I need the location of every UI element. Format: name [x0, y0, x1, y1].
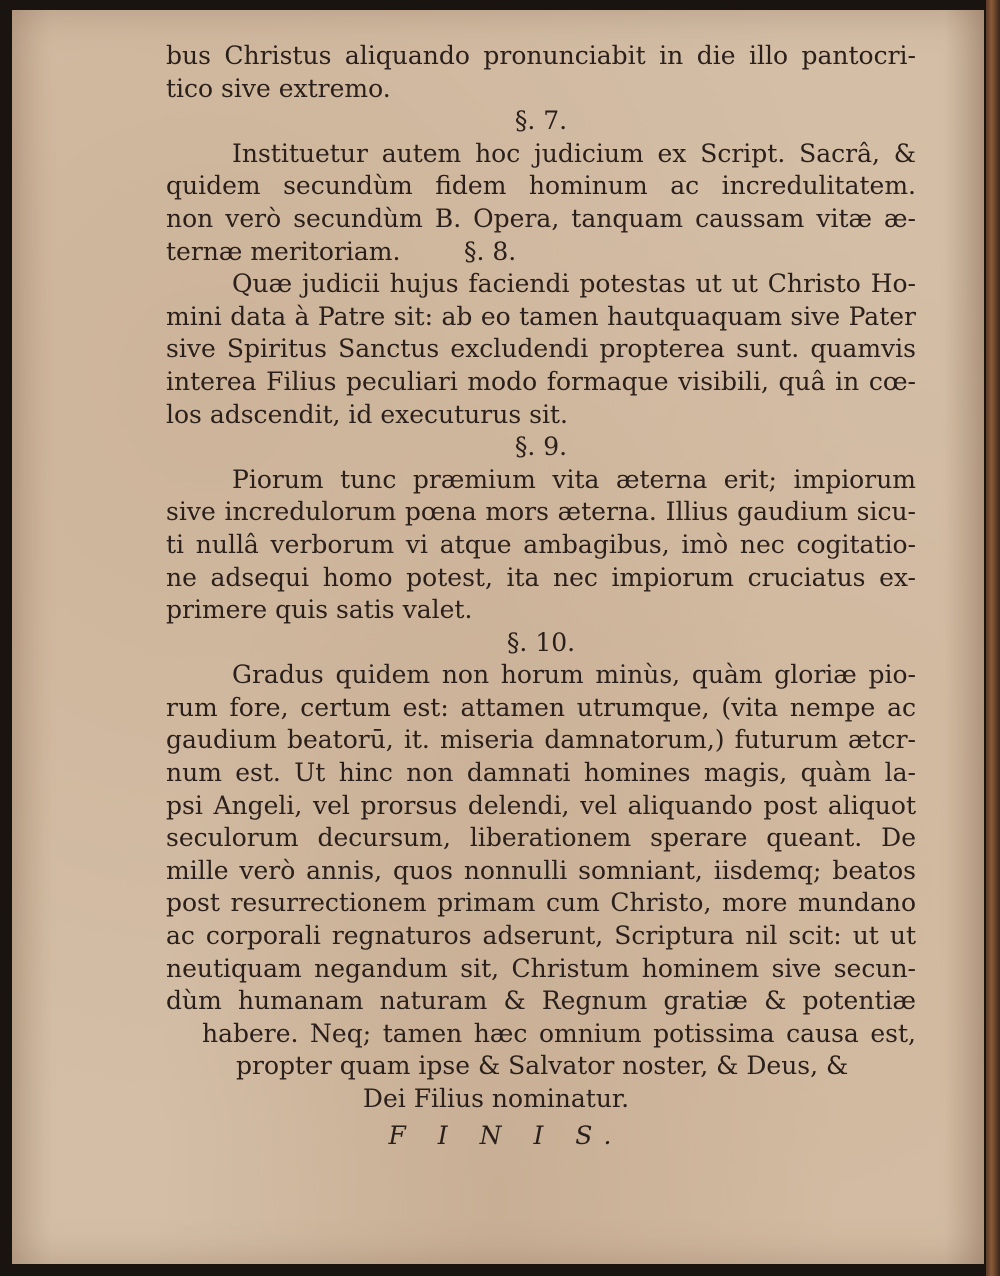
finis-colophon: F I N I S.	[388, 1120, 624, 1150]
text-line: ti nullâ verborum vi atque ambagibus, imò nec cogitatio-	[166, 529, 916, 559]
text-line: quidem secundùm fidem hominum ac incredulitatem.	[166, 171, 916, 201]
text-line: Gradus quidem non horum minùs, quàm gloriæ pio-	[232, 660, 916, 690]
text-line: non verò secundùm B. Opera, tanquam caussam vitæ æ-	[166, 203, 916, 233]
text-line: Dei Filius nominatur.	[362, 1084, 630, 1113]
text-line: num est. Ut hinc non damnati homines magis, quàm la-	[166, 758, 916, 788]
text-line: primere quis satis valet.	[166, 595, 473, 625]
text-line: mille verò annis, quos nonnulli somniant, iisdemq; beatos	[166, 855, 916, 885]
text-line: rum fore, certum est: attamen utrumque, (vita nempe ac	[166, 692, 916, 722]
text-line: psi Angeli, vel prorsus delendi, vel aliquando post aliquot	[166, 790, 916, 820]
text-line: gaudium beatorū, it. miseria damnatorum,) futurum ætcr-	[166, 725, 916, 755]
text-line: post resurrectionem primam cum Christo, more mundano	[166, 888, 916, 918]
text-line: ac corporali regnaturos adserunt, Scriptura nil scit: ut ut	[166, 921, 916, 951]
text-line: habere. Neq; tamen hæc omnium potissima causa est,	[202, 1018, 916, 1048]
text-line: mini data à Patre sit: ab eo tamen hautquaquam sive Pater	[166, 301, 916, 331]
text-line: dùm humanam naturam & Regnum gratiæ & potentiæ	[166, 986, 916, 1016]
text-line: los adscendit, id executurus sit.	[166, 399, 568, 429]
section-heading: §. 9.	[514, 432, 568, 462]
book-binding-edge	[986, 0, 1000, 1276]
text-line-with-section-heading: ternæ meritoriam. §. 8.	[166, 236, 517, 266]
section-heading: §. 10.	[506, 627, 576, 657]
text-line: ne adsequi homo potest, ita nec impiorum cruciatus ex-	[166, 562, 916, 592]
text-line: bus Christus aliquando pronunciabit in die illo pantocri-	[166, 41, 916, 70]
text-line: Instituetur autem hoc judicium ex Script. Sacrâ, &	[232, 138, 916, 168]
text-line: sive incredulorum pœna mors æterna. Illius gaudium sicu-	[166, 497, 916, 527]
text-line: propter quam ipse & Salvator noster, & Deus, &	[236, 1051, 849, 1081]
text-line: Quæ judicii hujus faciendi potestas ut ut Christo Ho-	[232, 269, 916, 299]
section-heading: §. 7.	[514, 106, 568, 136]
text-line: interea Filius peculiari modo formaque visibili, quâ in cœ-	[166, 366, 916, 396]
page-text-block	[166, 40, 916, 1152]
text-line: neutiquam negandum sit, Christum hominem sive secun-	[166, 953, 916, 983]
text-line: Piorum tunc præmium vita æterna erit; impiorum	[232, 464, 916, 494]
text-line: sive Spiritus Sanctus excludendi propterea sunt. quamvis	[166, 334, 916, 364]
text-line: seculorum decursum, liberationem sperare queant. De	[166, 823, 916, 853]
text-line: tico sive extremo.	[166, 73, 391, 103]
